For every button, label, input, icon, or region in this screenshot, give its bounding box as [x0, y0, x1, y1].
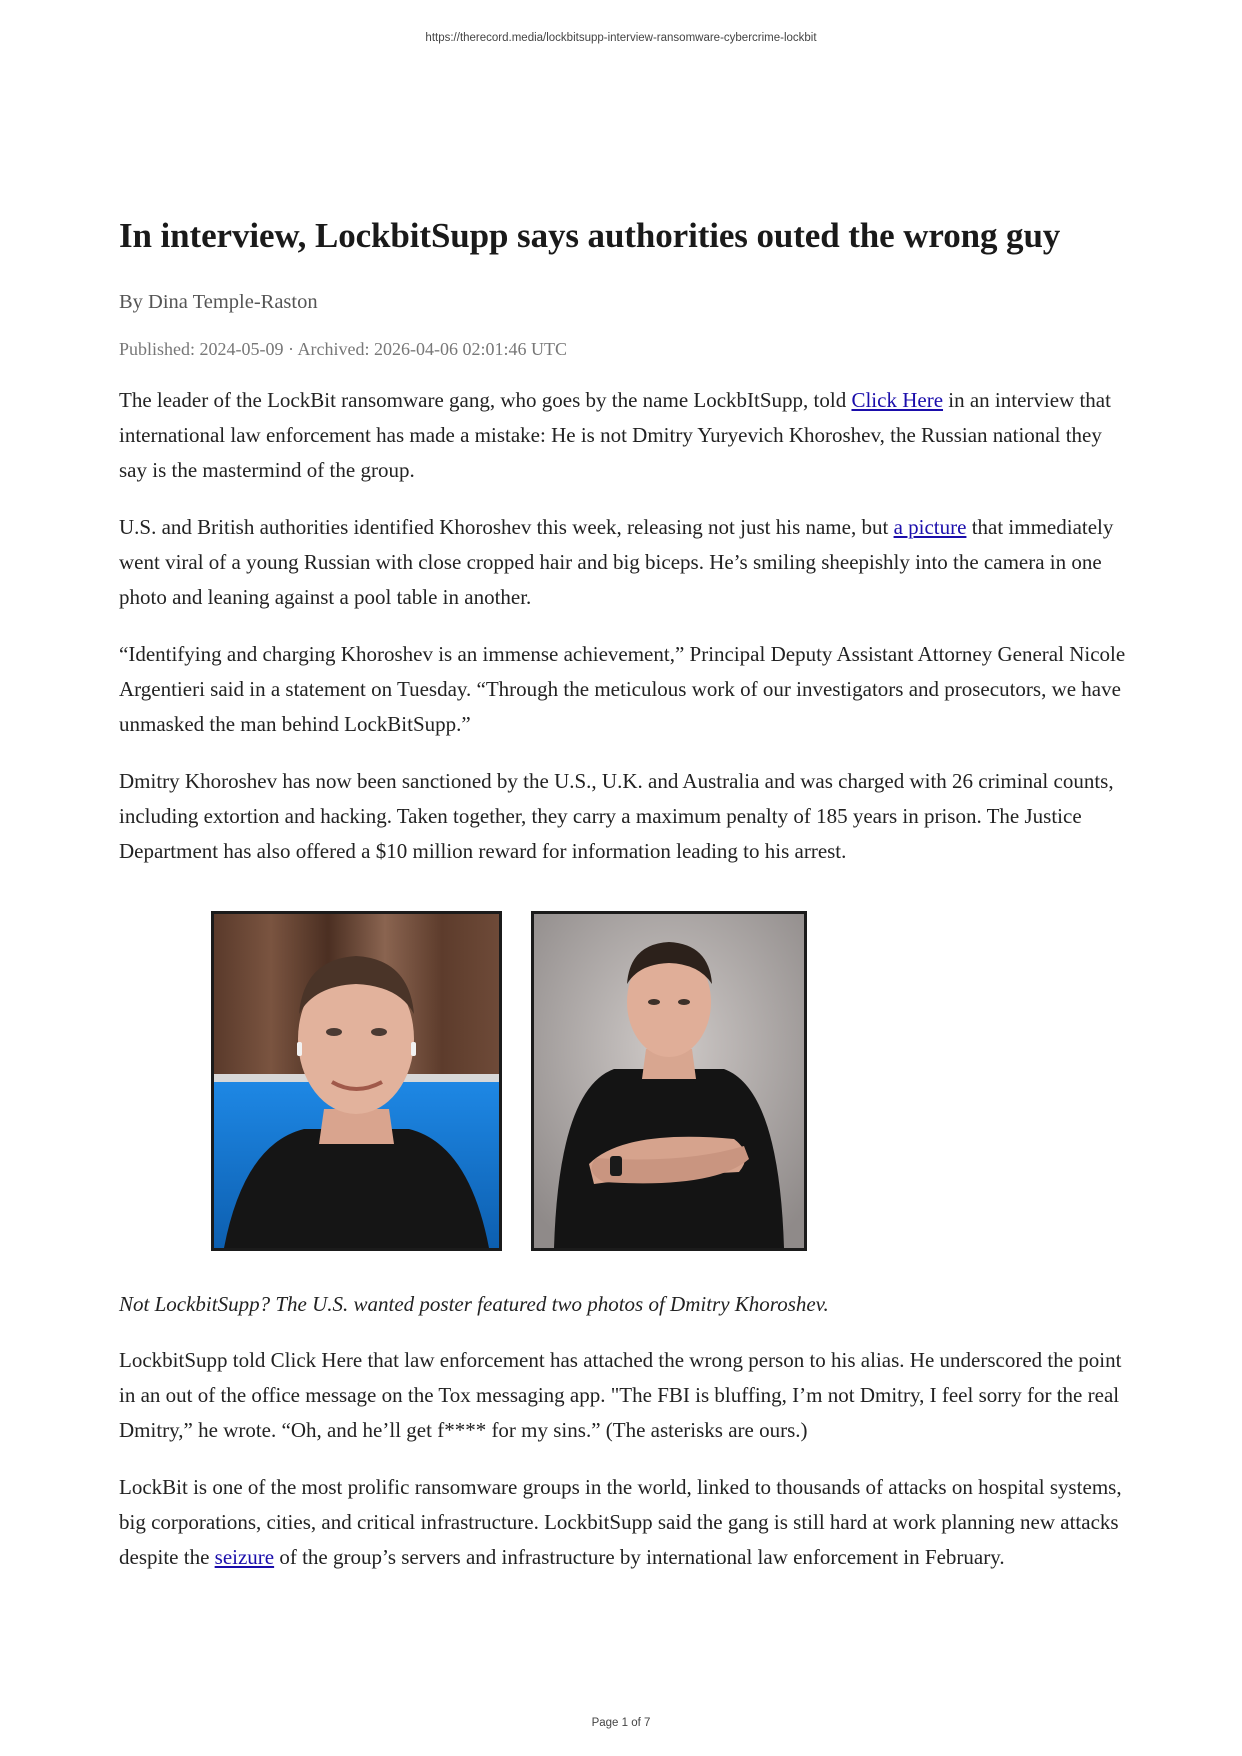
article	[119, 212, 1129, 1575]
paragraph-4: Dmitry Khoroshev has now been sanctioned by the U.S., U.K. and Australia and was charged with 26 criminal counts, including extortion and hacking. Taken together, they carry a maximum penalty of 185 years in prison. The Justice Department has also offered a $10 million reward for information leading to his arrest.	[119, 769, 1114, 863]
paragraph-3: “Identifying and charging Khoroshev is an immense achievement,” Principal Deputy Assistant Attorney General Nicole Argentieri said in a statement on Tuesday. “Through the meticulous work of our investigators and prosecutors, we have unmasked the man behind LockBitSupp.”	[119, 642, 1126, 736]
a-picture-link[interactable]: a picture	[893, 515, 967, 539]
paragraph-text: in an interview that international law enforcement has made a mistake: He is not Dmitry Yuryevich Khoroshev, the Russian national they say is the mastermind of the group.	[119, 388, 1111, 482]
seizure-link[interactable]: seizure	[214, 1545, 275, 1569]
paragraph-text: The leader of the LockBit ransomware gang, who goes by the name LockbItSupp, told	[119, 388, 852, 412]
article-title: In interview, LockbitSupp says authorities outed the wrong guy	[119, 216, 1061, 255]
byline: By Dina Temple-Raston	[119, 291, 318, 313]
paragraph-text: of the group’s servers and infrastructure by international law enforcement in February.	[274, 1545, 1005, 1569]
paragraph-5: LockbitSupp told Click Here that law enforcement has attached the wrong person to his alias. He underscored the point in an out of the office message on the Tox messaging app. "The FBI is bluffing, I’m not Dmitry, I feel sorry for the real Dmitry,” he wrote. “Oh, and he’ll get f**** for my sins.” (The asterisks are ours.)	[119, 1348, 1122, 1442]
source-url: https://therecord.media/lockbitsupp-interview-ransomware-cybercrime-lockbit	[425, 32, 817, 44]
photo-crossed-arms	[531, 911, 807, 1251]
paragraph-6	[119, 1470, 1129, 1575]
photo-selfie	[211, 911, 502, 1251]
wanted-poster-photos	[119, 911, 1129, 1287]
click-here-link[interactable]: Click Here	[851, 388, 944, 412]
page-number: Page 1 of 7	[591, 1717, 651, 1729]
photo-caption: Not LockbitSupp? The U.S. wanted poster featured two photos of Dmitry Khoroshev.	[119, 1292, 829, 1316]
paragraph-1	[119, 383, 1129, 488]
paragraph-text: LockBit is one of the most prolific ransomware groups in the world, linked to thousands of attacks on hospital systems, big corporations, cities, and critical infrastructure. LockbitSupp said the gang is still hard at work planning new attacks despite the	[119, 1475, 1122, 1569]
paragraph-2	[119, 510, 1129, 615]
paragraph-text: that immediately went viral of a young Russian with close cropped hair and big biceps. He’s smiling sheepishly into the camera in one photo and leaning against a pool table in another.	[119, 515, 1114, 609]
paragraph-text: U.S. and British authorities identified Khoroshev this week, releasing not just his name, but	[119, 515, 894, 539]
publish-meta: Published: 2024-05-09 · Archived: 2026-04-06 02:01:46 UTC	[119, 339, 567, 359]
